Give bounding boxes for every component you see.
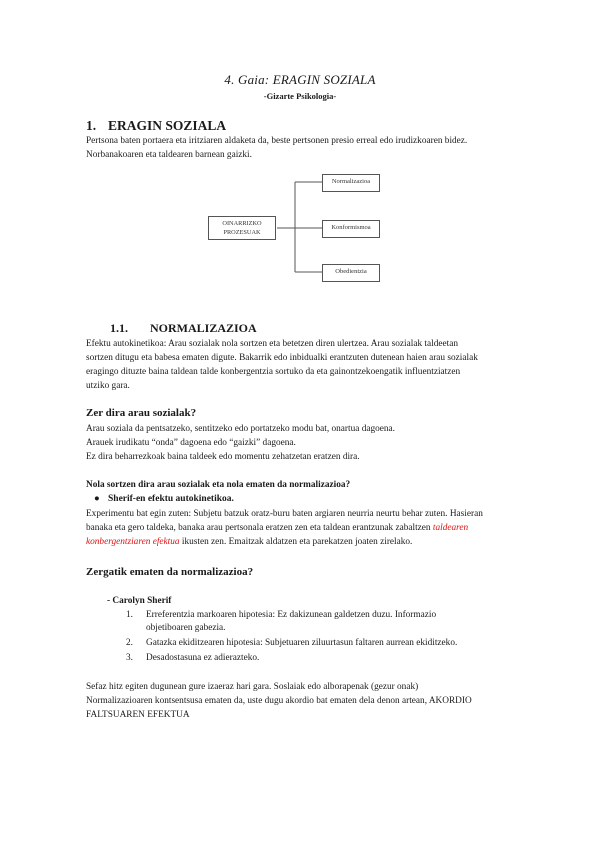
hypothesis-item-2 — [126, 637, 526, 650]
hypothesis-item-1-number: 1. — [126, 610, 133, 620]
arauak-heading: Zer dira arau sozialak? — [86, 407, 197, 419]
normalizazioa-line-1: Efektu autokinetikoa: Arau sozialak nola sortzen eta betetzen diren ulertzea. Arau sozialak taldeetan — [86, 339, 458, 349]
sortzen-heading: Nola sortzen dira arau sozialak eta nola ematen da normalizazioa? — [86, 480, 351, 490]
section-1-number: 1. — [86, 118, 97, 133]
zergatik-heading: Zergatik ematen da normalizazioa? — [86, 566, 254, 578]
hypothesis-item-1-line-2: objetiboaren gabezia. — [146, 623, 226, 634]
diagram-branch-normalizazioa: Normalizazioa — [322, 174, 380, 192]
hypothesis-item-3 — [126, 652, 526, 665]
hypothesis-item-3-number: 3. — [126, 653, 133, 663]
section-1-line-1: Pertsona baten portaera eta iritziaren aldaketa da, beste pertsonen presio erreal edo irudizkoaren bidez. — [86, 136, 468, 146]
section-1-1-number: 1.1. — [110, 321, 128, 335]
arauak-line-2: Arauek irudikatu “onda” dagoena edo “gaizki” dagoena. — [86, 438, 296, 448]
section-1-title: ERAGIN SOZIALA — [108, 118, 227, 133]
section-1-1-title: NORMALIZAZIOA — [150, 321, 257, 335]
sherif-bullet-label: Sherif-en efektu autokinetikoa. — [108, 494, 234, 504]
hypothesis-item-2-number: 2. — [126, 638, 133, 648]
highlight-konbergentzia: konbergentziaren efektua — [86, 537, 180, 547]
normalizazioa-line-3: eragingo dituzte baina taldean talde konbergentzia sortuko da eta gainontzekoengatik influentziatzen — [86, 367, 461, 377]
carolyn-sherif-author: - Carolyn Sherif — [107, 596, 172, 606]
arauak-line-1: Arau soziala da pentsatzeko, sentitzeko edo portatzeko modu bat, onartua dagoena. — [86, 424, 396, 434]
closing-line-1: Sefaz hitz egiten dugunean gure izaeraz hari gara. Soslaiak edo alborapenak (gezur onak) — [86, 682, 419, 692]
closing-line-2: Normalizazioaren kontsentsusa ematen da, uste dugu akordio bat ematen dela denon artean, AKORDIO — [86, 696, 472, 706]
section-1-line-2: Norbanakoaren eta taldearen barnean gaizki. — [86, 150, 252, 160]
hypothesis-item-1 — [126, 609, 526, 636]
diagram-branch-konformismoa: Konformismoa — [322, 220, 380, 238]
sherif-bullet — [94, 494, 234, 504]
closing-line-3: FALTSUAREN EFEKTUA — [86, 710, 190, 720]
section-1-1-heading — [110, 321, 257, 336]
hypothesis-item-3-line-1: Desadostasuna ez adierazteko. — [146, 653, 260, 663]
section-1-heading — [86, 118, 226, 134]
hypothesis-item-1-line-1: Erreferentzia markoaren hipotesia: Ez dakizunean galdetzen duzu. Informazio — [146, 610, 437, 620]
highlight-taldearen: taldearen — [432, 523, 469, 533]
arauak-line-3: Ez dira beharrezkoak baina taldeek edo momentu zehatzetan eratzen dira. — [86, 452, 360, 462]
normalizazioa-line-2: sortzen ditugu eta babesa ematen digute. Bakarrik edo inbidualki erantzuten dutenean haien arau sozialak — [86, 353, 478, 363]
sortzen-line-2 — [86, 522, 526, 535]
bullet-dot-icon: ● — [94, 494, 100, 504]
sortzen-line-2-text: banaka eta gero taldeka, banaka arau pertsonala eratzen zen eta taldean erantzunak zabaltzen — [86, 523, 431, 533]
document-title: 4. Gaia: ERAGIN SOZIALA — [224, 72, 376, 87]
diagram-branch-obedientzia: Obedientzia — [322, 264, 380, 282]
sortzen-line-3 — [86, 536, 526, 549]
normalizazioa-line-4: utziko gara. — [86, 381, 130, 391]
sortzen-line-1: Experimentu bat egin zuten: Subjetu batzuk oratz-buru baten argiaren neurria neurtu behar zuten. Hasieran — [86, 509, 483, 519]
hypothesis-item-2-line-1: Gatazka ekiditzearen hipotesia: Subjetuaren ziluurtasun faltaren aurrean ekiditzeko. — [146, 638, 458, 648]
document-subtitle: -Gizarte Psikologia- — [263, 91, 337, 101]
sortzen-line-3-text: ikusten zen. Emaitzak aldatzen eta parekatzen joaten zirelako. — [181, 537, 413, 547]
diagram-root-box: OINARRIZKO PROZESUAK — [208, 216, 276, 240]
